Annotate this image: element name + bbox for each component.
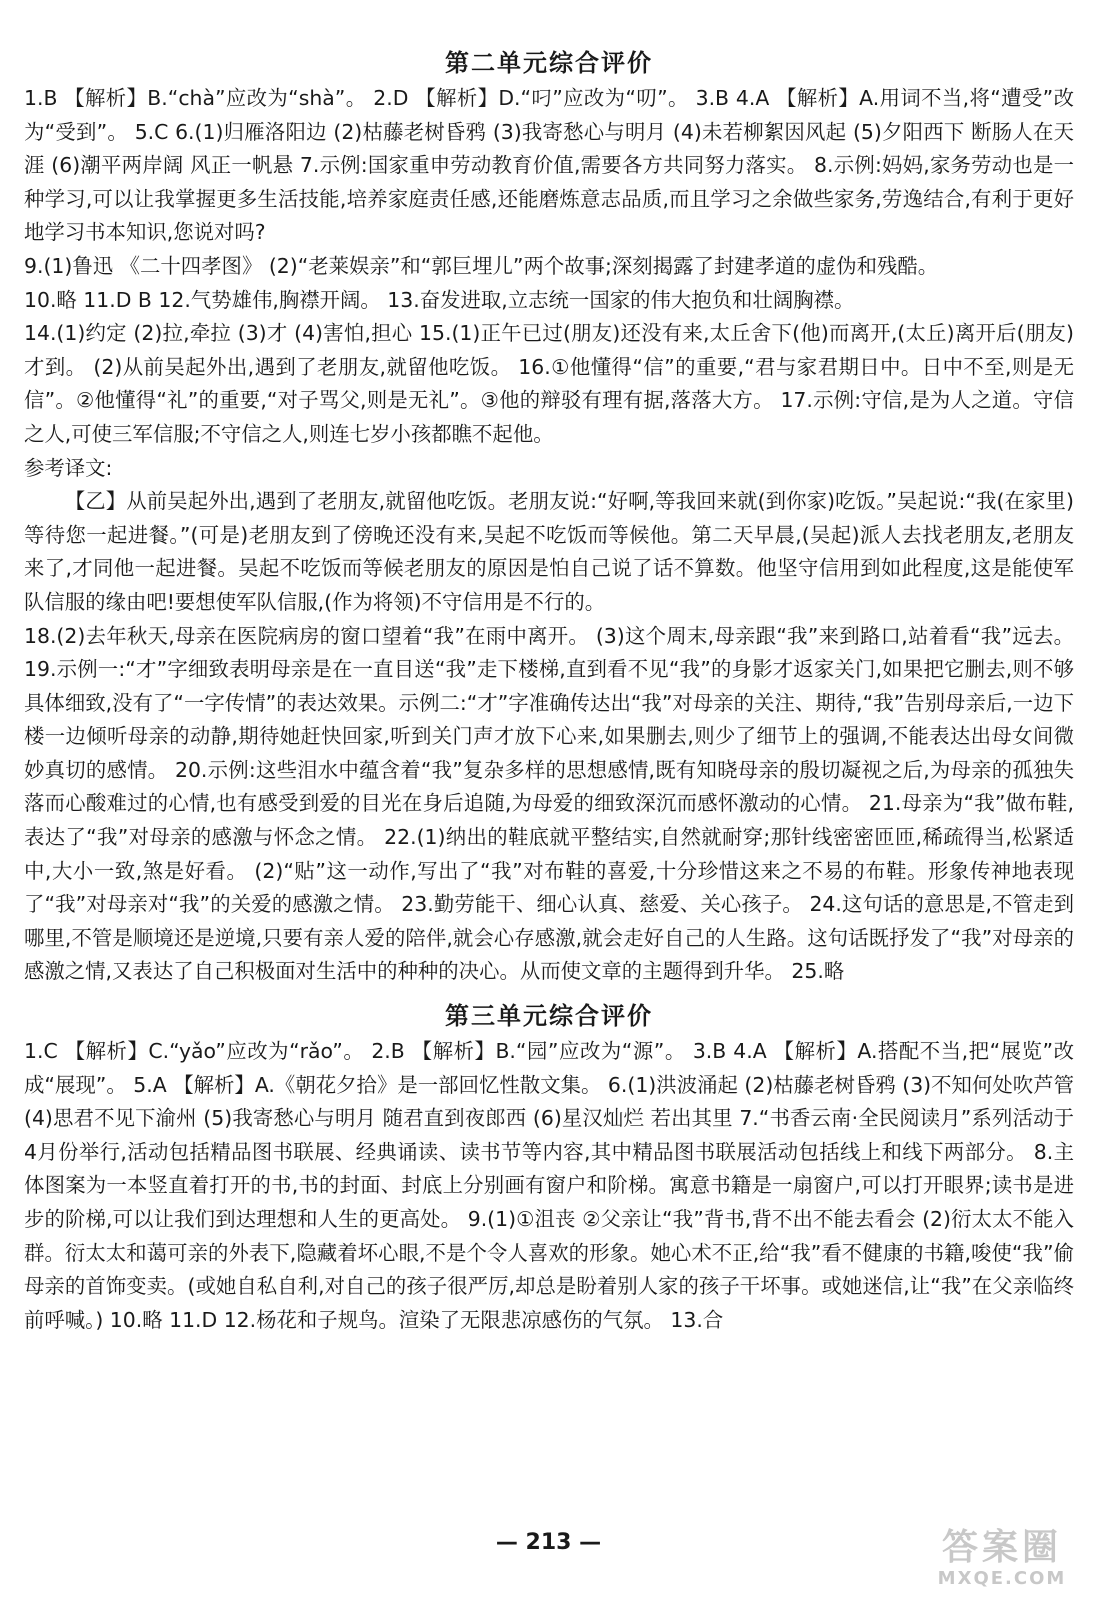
section3-title: 第三单元综合评价 <box>445 1001 653 1031</box>
watermark-text: 答案圈 <box>941 1527 1062 1568</box>
watermark-url: MXQE.COM <box>937 1568 1067 1589</box>
section2-title: 第二单元综合评价 <box>445 48 653 77</box>
answer-page <box>24 44 1074 1337</box>
section2-answers-10-13: 10.略 11.D B 12.气势雄伟,胸襟开阔。 13.奋发进取,立志统一国家的伟大抱负和壮阔胸襟。 <box>24 287 855 312</box>
page-number: — 213 — <box>495 1530 602 1555</box>
section2-answers-14-17: 14.(1)约定 (2)拉,牵拉 (3)才 (4)害怕,担心 15.(1)正午已过(朋友)还没有来,太丘舍下(他)而离开,(太丘)离开后(朋友)才到。 (2)从前吴起外出,遇到了老朋友,就留他吃饭。 16.①他懂得“信”的重要,“君与家君期日中。日中不至,则是无信”。②他懂得“礼”的重要,“对子骂父,则是无礼”。③他的辩驳有理有据,落落大方。 17.示例:守信,是为人之道。守信之人,可使三军信服;不守信之人,则连七岁小孩都瞧不起他。 <box>24 321 1074 446</box>
watermark-logo <box>917 1528 1087 1594</box>
section2-answers-1-8: 1.B 【解析】B.“chà”应改为“shà”。 2.D 【解析】D.“叼”应改为“叨”。 3.B 4.A 【解析】A.用词不当,将“遭受”改为“受到”。 5.C 6.(1)归雁洛阳边 (2)枯藤老树昏鸦 (3)我寄愁心与明月 (4)未若柳絮因风起 (5)夕阳西下 断肠人在天涯 (6)潮平两岸阔 风正一帆悬 7.示例:国家重申劳动教育价值,需要各方共同努力落实。 8.示例:妈妈,家务劳动也是一种学习,可以让我掌握更多生活技能,培养家庭责任感,还能磨炼意志品质,而且学习之余做些家务,劳逸结合,有利于更好地学习书本知识,您说对吗? <box>24 86 1074 245</box>
reference-translation-label: 参考译文: <box>24 455 113 480</box>
section2-answer-9: 9.(1)鲁迅 《二十四孝图》 (2)“老莱娱亲”和“郭巨埋儿”两个故事;深刻揭露了封建孝道的虚伪和残酷。 <box>24 253 939 278</box>
reference-translation: 【乙】从前吴起外出,遇到了老朋友,就留他吃饭。老朋友说:“好啊,等我回来就(到你家)吃饭。”吴起说:“我(在家里)等待您一起进餐。”(可是)老朋友到了傍晚还没有来,吴起不吃饭而等候他。第二天早晨,(吴起)派人去找老朋友,老朋友来了,才同他一起进餐。吴起不吃饭而等候老朋友的原因是怕自己说了话不算数。他坚守信用到如此程度,这是能使军队信服的缘由吧!要想使军队信服,(作为将领)不守信用是不行的。 <box>24 489 1074 614</box>
section2-answers-18-25: 18.(2)去年秋天,母亲在医院病房的窗口望着“我”在雨中离开。 (3)这个周末,母亲跟“我”来到路口,站着看“我”远去。 19.示例一:“才”字细致表明母亲是在一直目送“我”走下楼梯,直到看不见“我”的身影才返家关门,如果把它删去,则不够具体细致,没有了“一字传情”的表达效果。示例二:“才”字准确传达出“我”对母亲的关注、期待,“我”告别母亲后,一边下楼一边倾听母亲的动静,期待她赶快回家,听到关门声才放下心来,如果删去,则少了细节上的强调,不能表达出母女间微妙真切的感情。 20.示例:这些泪水中蕴含着“我”复杂多样的思想感情,既有知晓母亲的殷切凝视之后,为母亲的孤独失落而心酸难过的心情,也有感受到爱的目光在身后追随,为母爱的细致深沉而感怀激动的心情。 21.母亲为“我”做布鞋,表达了“我”对母亲的感激与怀念之情。 22.(1)纳出的鞋底就平整结实,自然就耐穿;那针线密密匝匝,稀疏得当,松紧适中,大小一致,煞是好看。 (2)“贴”这一动作,写出了“我”对布鞋的喜爱,十分珍惜这来之不易的布鞋。形象传神地表现了“我”对母亲对“我”的关爱的感激之情。 23.勤劳能干、细心认真、慈爱、关心孩子。 24.这句话的意思是,不管走到哪里,不管是顺境还是逆境,只要有亲人爱的陪伴,就会心存感激,就会走好自己的人生路。这句话既抒发了“我”对母亲的感激之情,又表达了自己积极面对生活中的种种的决心。从而使文章的主题得到升华。 25.略 <box>24 623 1074 984</box>
section3-answers: 1.C 【解析】C.“yǎo”应改为“rǎo”。 2.B 【解析】B.“园”应改为“源”。 3.B 4.A 【解析】A.搭配不当,把“展览”改成“展现”。 5.A 【解析】A.《朝花夕拾》是一部回忆性散文集。 6.(1)洪波涌起 (2)枯藤老树昏鸦 (3)不知何处吹芦管 (4)思君不见下渝州 (5)我寄愁心与明月 随君直到夜郎西 (6)星汉灿烂 若出其里 7.“书香云南·全民阅读月”系列活动于4月份举行,活动包括精品图书联展、经典诵读、读书节等内容,其中精品图书联展活动包括线上和线下两部分。 8.主体图案为一本竖直着打开的书,书的封面、封底上分别画有窗户和阶梯。寓意书籍是一扇窗户,可以打开眼界;读书是进步的阶梯,可以让我们到达理想和人生的更高处。 9.(1)①沮丧 ②父亲让“我”背书,背不出不能去看会 (2)衍太太不能入群。衍太太和蔼可亲的外表下,隐藏着坏心眼,不是个令人喜欢的形象。她心术不正,给“我”看不健康的书籍,唆使“我”偷母亲的首饰变卖。(或她自私自利,对自己的孩子很严厉,却总是盼着别人家的孩子干坏事。或她迷信,让“我”在父亲临终前呼喊。) 10.略 11.D 12.杨花和子规鸟。渲染了无限悲凉感伤的气氛。 13.合 <box>24 1039 1074 1332</box>
